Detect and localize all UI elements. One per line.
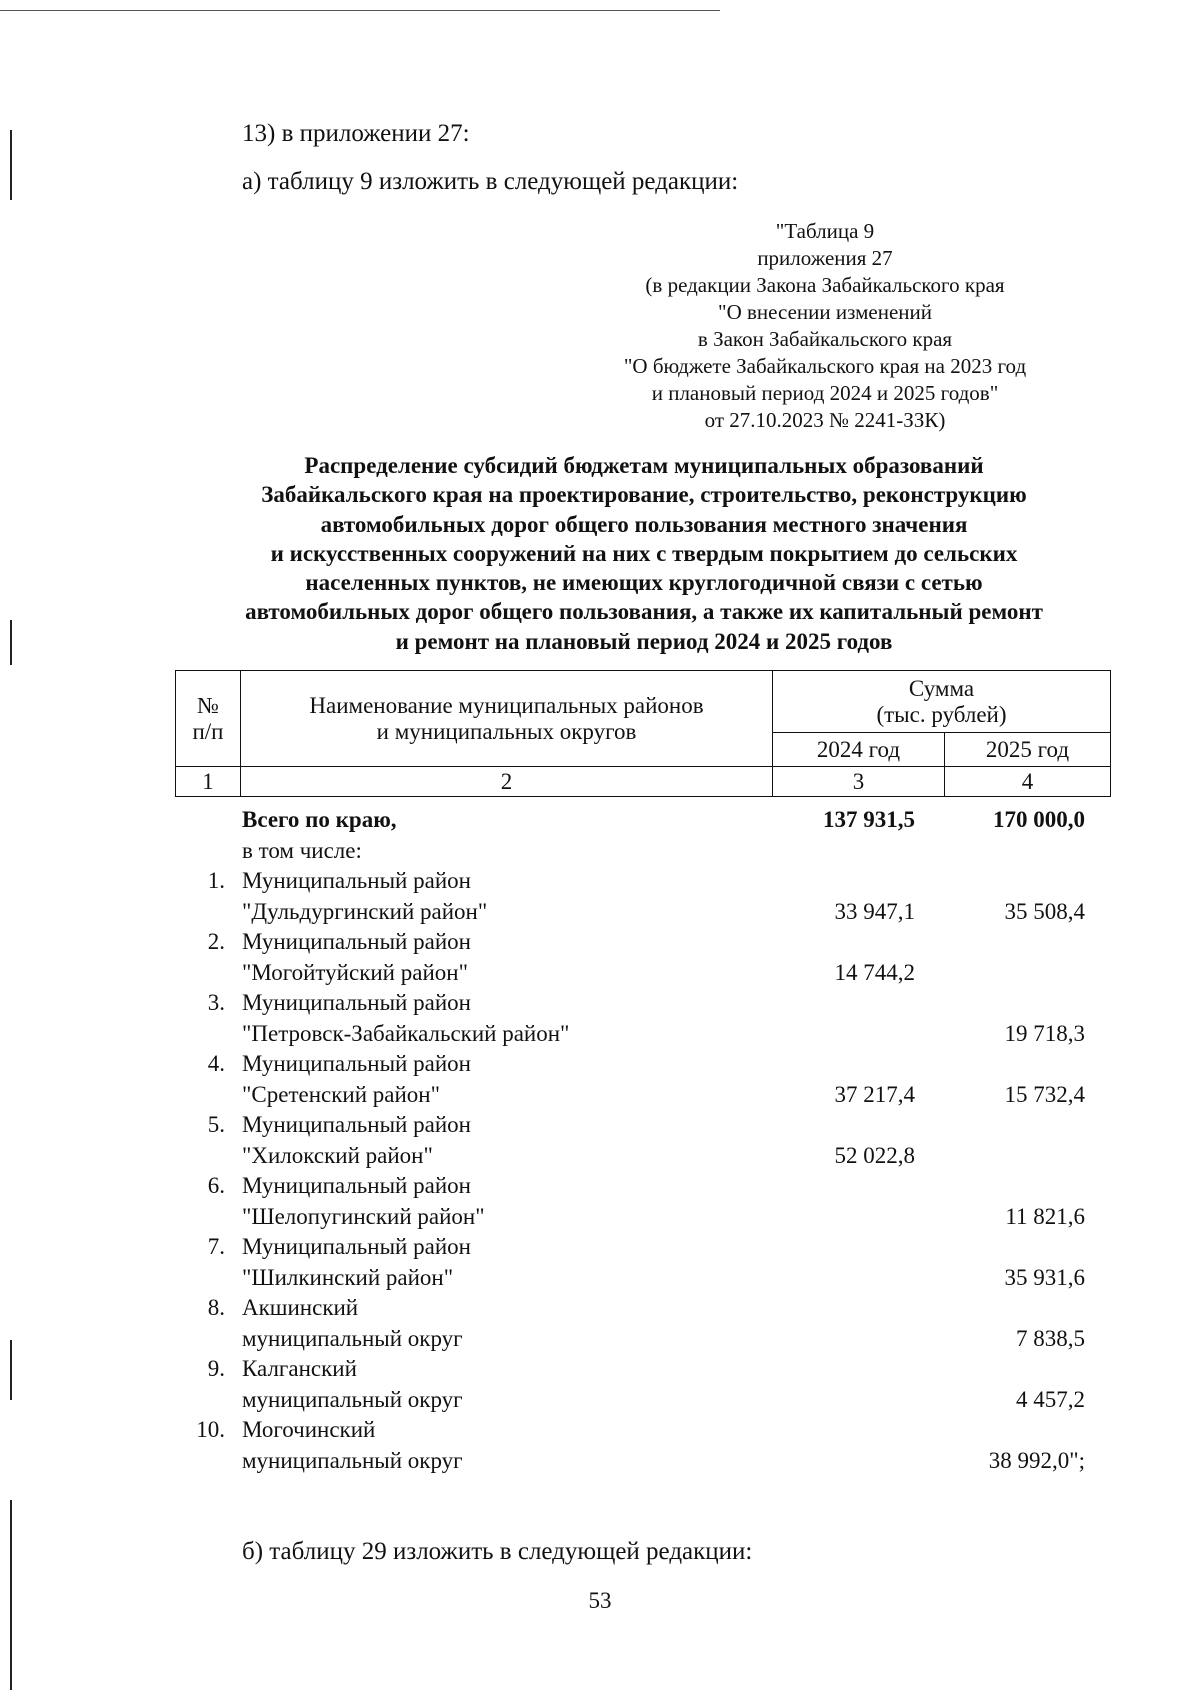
row-number: 7.	[207, 1234, 225, 1259]
row-name-line1: Муниципальный район	[242, 868, 471, 893]
row-name-line2: "Сретенский район"	[242, 1081, 440, 1107]
row-value-2024: 37 217,4	[834, 1081, 915, 1107]
header-index: 3	[773, 767, 945, 797]
scan-edge-line	[0, 10, 720, 11]
heading-line: и искусственных сооружений на них с твердым покрытием до сельских	[270, 540, 1018, 566]
table-header	[175, 670, 1111, 797]
row-name-line2: "Шилкинский район"	[242, 1264, 454, 1290]
row-value-2024: 33 947,1	[834, 898, 915, 924]
heading-line: Распределение субсидий бюджетам муниципальных образований	[304, 453, 984, 478]
total-2025: 170 000,0	[993, 807, 1085, 832]
header-num: № п/п	[176, 671, 241, 767]
table-row	[175, 1110, 1110, 1141]
table-row	[175, 866, 1110, 897]
row-value-2025: 35 508,4	[1004, 898, 1085, 924]
row-name-line2: "Хилокский район"	[242, 1142, 433, 1168]
row-name-line1: Муниципальный район	[242, 1112, 471, 1137]
heading-line: автомобильных дорог общего пользования местного значения	[320, 511, 968, 537]
row-name-line2: муниципальный округ	[242, 1447, 463, 1473]
header-index: 2	[241, 767, 773, 797]
row-name-line2: муниципальный округ	[242, 1325, 463, 1351]
table-row	[175, 1263, 1110, 1294]
caption-line: (в редакции Закона Забайкальского края	[645, 273, 1005, 297]
heading-line: и ремонт на плановый период 2024 и 2025 годов	[395, 628, 893, 654]
table-row	[175, 958, 1110, 989]
caption-line: "О внесении изменений	[718, 300, 932, 324]
row-name-line1: Могочинский	[242, 1417, 376, 1442]
caption-line: в Закон Забайкальского края	[697, 327, 953, 351]
row-name-line2: "Шелопугинский район"	[242, 1203, 485, 1229]
row-name-line2: муниципальный округ	[242, 1386, 463, 1412]
scan-margin-mark	[10, 620, 12, 665]
row-number: 3.	[207, 990, 225, 1015]
row-value-2025: 35 931,6	[1004, 1264, 1085, 1290]
row-number: 5.	[207, 1112, 225, 1137]
table-row	[175, 1385, 1110, 1416]
row-name-line1: Акшинский	[242, 1295, 359, 1320]
scan-margin-mark	[10, 130, 12, 200]
row-value-2025: 11 821,6	[1005, 1203, 1085, 1229]
row-name-line1: Муниципальный район	[242, 1051, 471, 1076]
table-row	[175, 1232, 1110, 1263]
row-value-2024: 14 744,2	[834, 959, 915, 985]
scan-margin-mark	[10, 1340, 12, 1400]
row-name-line1: Калганский	[242, 1356, 357, 1381]
caption-line: от 27.10.2023 № 2241-ЗЗК)	[704, 408, 946, 432]
including-label: в том числе:	[242, 837, 362, 863]
row-value-2025: 15 732,4	[1004, 1081, 1085, 1107]
table-row-total	[175, 805, 1110, 836]
header-index: 4	[945, 767, 1111, 797]
table-row	[175, 1415, 1110, 1446]
row-number: 8.	[207, 1295, 225, 1320]
table-caption	[560, 218, 1090, 434]
row-name-line1: Муниципальный район	[242, 1234, 471, 1259]
table-row	[175, 1049, 1110, 1080]
row-value-2025: 38 992,0";	[988, 1447, 1085, 1473]
table-row	[175, 1141, 1110, 1172]
intro-item-b: б) таблицу 29 изложить в следующей редакции:	[242, 1538, 753, 1565]
intro-item-13: 13) в приложении 27:	[242, 120, 470, 147]
header-2025: 2025 год	[945, 733, 1111, 767]
header-index: 1	[176, 767, 241, 797]
row-name-line1: Муниципальный район	[242, 990, 471, 1015]
table-row-including	[175, 836, 1110, 867]
row-number: 10.	[196, 1417, 225, 1442]
table-heading	[170, 451, 1118, 656]
row-name-line1: Муниципальный район	[242, 929, 471, 954]
table-row	[175, 1324, 1110, 1355]
intro-item-a: а) таблицу 9 изложить в следующей редакции:	[242, 168, 739, 195]
row-name-line2: "Петровск-Забайкальский район"	[242, 1020, 570, 1046]
table-row	[175, 988, 1110, 1019]
row-name-line2: "Могойтуйский район"	[242, 959, 468, 985]
row-value-2024: 52 022,8	[834, 1142, 915, 1168]
table-row	[175, 927, 1110, 958]
row-name-line2: "Дульдургинский район"	[242, 898, 488, 924]
row-number: 6.	[207, 1173, 225, 1198]
caption-line: приложения 27	[757, 246, 893, 270]
table-row	[175, 1354, 1110, 1385]
table-body	[175, 805, 1110, 1476]
header-sum: Сумма (тыс. рублей)	[773, 671, 1111, 733]
caption-line: и плановый период 2024 и 2025 годов"	[651, 381, 999, 405]
heading-line: населенных пунктов, не имеющих круглогодичной связи с сетью	[305, 570, 983, 596]
row-number: 2.	[207, 929, 225, 954]
row-number: 1.	[207, 868, 225, 893]
row-name-line1: Муниципальный район	[242, 1173, 471, 1198]
table-row	[175, 1019, 1110, 1050]
caption-line: "О бюджете Забайкальского края на 2023 год	[623, 354, 1027, 378]
heading-line: автомобильных дорог общего пользования, а также их капитальный ремонт	[245, 599, 1043, 625]
row-value-2025: 7 838,5	[1016, 1325, 1085, 1351]
header-2024: 2024 год	[773, 733, 945, 767]
row-number: 9.	[207, 1356, 225, 1381]
heading-line: Забайкальского края на проектирование, строительство, реконструкцию	[261, 482, 1027, 508]
total-label: Всего по краю,	[242, 807, 397, 832]
row-value-2025: 4 457,2	[1016, 1386, 1085, 1412]
table-row	[175, 1080, 1110, 1111]
row-value-2025: 19 718,3	[1004, 1020, 1085, 1046]
table-row	[175, 897, 1110, 928]
header-name: Наименование муниципальных районов и муниципальных округов	[241, 671, 773, 767]
row-number: 4.	[207, 1051, 225, 1076]
caption-line: "Таблица 9	[775, 219, 875, 243]
table-row	[175, 1293, 1110, 1324]
table-row	[175, 1171, 1110, 1202]
page-number: 53	[588, 1588, 612, 1613]
total-2024: 137 931,5	[823, 807, 915, 832]
table-row	[175, 1202, 1110, 1233]
table-row	[175, 1446, 1110, 1477]
